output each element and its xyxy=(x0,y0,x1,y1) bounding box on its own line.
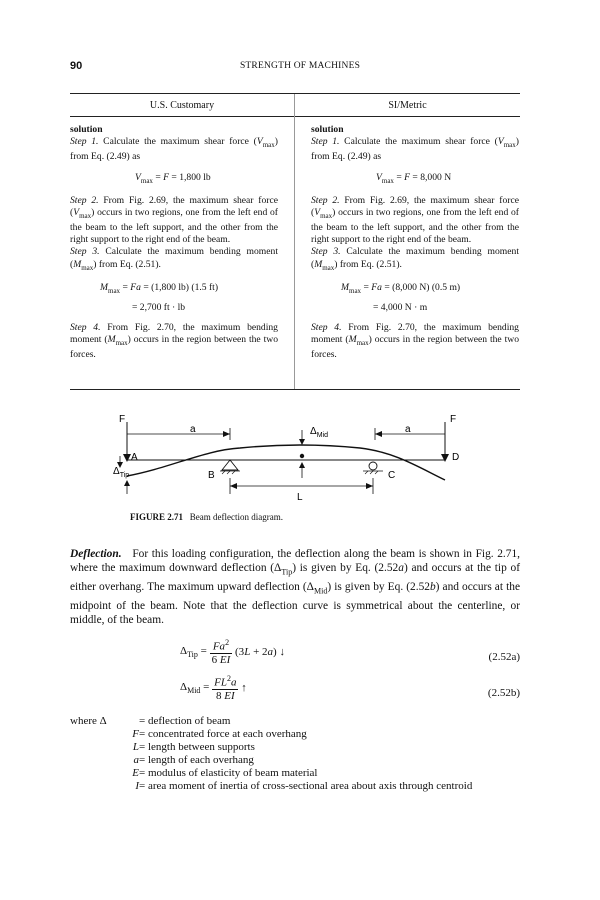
step2-paragraph: Step 2. From Fig. 2.69, the maximum shear force $(V_{max})$ occurs in two regions, one from the left end of the beam to the left support, and the other from the right support to the right end of the beam. xyxy=(70,194,278,246)
step3-paragraph: Step 3. Calculate the maximum bending moment $(M_{max})$ from Eq. (2.51). xyxy=(70,246,278,272)
equation-number-2-52a: (2.52a) xyxy=(488,651,520,663)
step1-paragraph: Step 1. Calculate the maximum shear force $(V_{max})$ from Eq. (2.49) as xyxy=(70,136,278,163)
definition-item: L= length between supports xyxy=(132,741,255,753)
us-customary-heading: U.S. Customary xyxy=(149,100,215,111)
solution-label: solution xyxy=(70,124,103,135)
point-D-label: D xyxy=(452,452,460,463)
step2-paragraph: Step 2. From Fig. 2.69, the maximum shear force $(V_{max})$ occurs in two regions, one from the left end of the beam to the left support, and the other from the right support to the right end of the beam. xyxy=(311,194,519,246)
running-head: STRENGTH OF MACHINES xyxy=(239,61,361,71)
right-force-arrowhead xyxy=(441,454,449,462)
definition-item: a= length of each overhang xyxy=(133,754,254,766)
point-A-label: A xyxy=(131,452,138,463)
step1-equation: $V_{max} = F = 1,800$ lb xyxy=(135,171,211,185)
step4-paragraph: Step 4. From Fig. 2.70, the maximum bending moment $(M_{max})$ occurs in the region between the two forces. xyxy=(311,321,519,361)
deflection-curve xyxy=(127,445,445,480)
support-C-label: C xyxy=(388,470,396,481)
si-metric-heading: SI/Metric xyxy=(388,100,427,111)
step3-paragraph: Step 3. Calculate the maximum bending moment $(M_{max})$ from Eq. (2.51). xyxy=(311,246,519,272)
definition-item: where Δ = deflection of beam xyxy=(70,715,231,727)
solution-table xyxy=(70,93,520,390)
midpoint-marker xyxy=(300,454,304,458)
step4-paragraph: Step 4. From Fig. 2.70, the maximum bending moment $(M_{max})$ occurs in the region between the two forces. xyxy=(70,321,278,361)
step1-paragraph: Step 1. Calculate the maximum shear force $(V_{max})$ from Eq. (2.49) as xyxy=(311,136,519,163)
si-metric-column xyxy=(311,124,519,361)
step1-equation: $V_{max} = F = 8,000$ N xyxy=(376,171,452,185)
step3-equation-line2: = 2,700 ft · lb xyxy=(132,301,186,313)
a-label-right: a xyxy=(405,424,411,435)
solution-label: solution xyxy=(311,124,344,135)
step3-equation-line2: = 4,000 N · m xyxy=(373,301,428,313)
us-customary-column xyxy=(70,124,278,361)
definition-item: E= modulus of elasticity of beam material xyxy=(132,767,318,779)
delta-mid-label: $\Delta_{Mid}$ xyxy=(310,426,328,439)
force-label-right: F xyxy=(450,414,457,425)
support-B xyxy=(222,460,238,470)
delta-tip-label: $\Delta_{Tip}$ xyxy=(113,466,130,479)
table-column-divider xyxy=(294,94,295,389)
L-label: L xyxy=(297,492,303,503)
left-force-arrowhead xyxy=(123,454,131,462)
deflection-paragraph: Deflection. For this loading configuration, the deflection along the beam is shown in Fig. 2.71, where the maximum downward deflection $(\Delta_{Tip})$ is given by Eq. (2.52a) and occurs at the tip of either overhang. The maximum upward deflection $(\Delta_{Mid})$ is given by Eq. (2.52b) and occurs at the midpoint of the beam. Note that the deflection curve is symmetrical about the centerline, or middle, of the beam. xyxy=(70,548,520,627)
figure-caption: FIGURE 2.71 Beam deflection diagram. xyxy=(130,512,283,522)
definition-item: I= area moment of inertia of cross-sectional area about axis through centroid xyxy=(135,780,473,792)
page-number: 90 xyxy=(70,60,83,72)
force-label-left: F xyxy=(119,414,126,425)
support-B-label: B xyxy=(208,470,215,481)
definitions-list xyxy=(70,715,530,793)
definition-item: F= concentrated force at each overhang xyxy=(132,728,307,740)
support-C xyxy=(369,462,377,470)
equation-2-52b: $\Delta_{Mid}$ = $\frac{FL^2a}{8 EI}$ ↑ xyxy=(180,674,247,702)
a-label-left: a xyxy=(190,424,196,435)
step3-equation-line1: $M_{max} = Fa = (8,000$ N) (0.5 m) xyxy=(341,281,461,295)
beam-deflection-diagram xyxy=(110,408,490,508)
step3-equation-line1: $M_{max} = Fa = (1,800$ lb) (1.5 ft) xyxy=(100,281,219,295)
equation-number-2-52b: (2.52b) xyxy=(487,687,520,699)
equation-2-52a: $\Delta_{Tip}$ = $\frac{Fa^2}{6 EI}$ (3L + 2a) ↓ xyxy=(180,638,285,666)
